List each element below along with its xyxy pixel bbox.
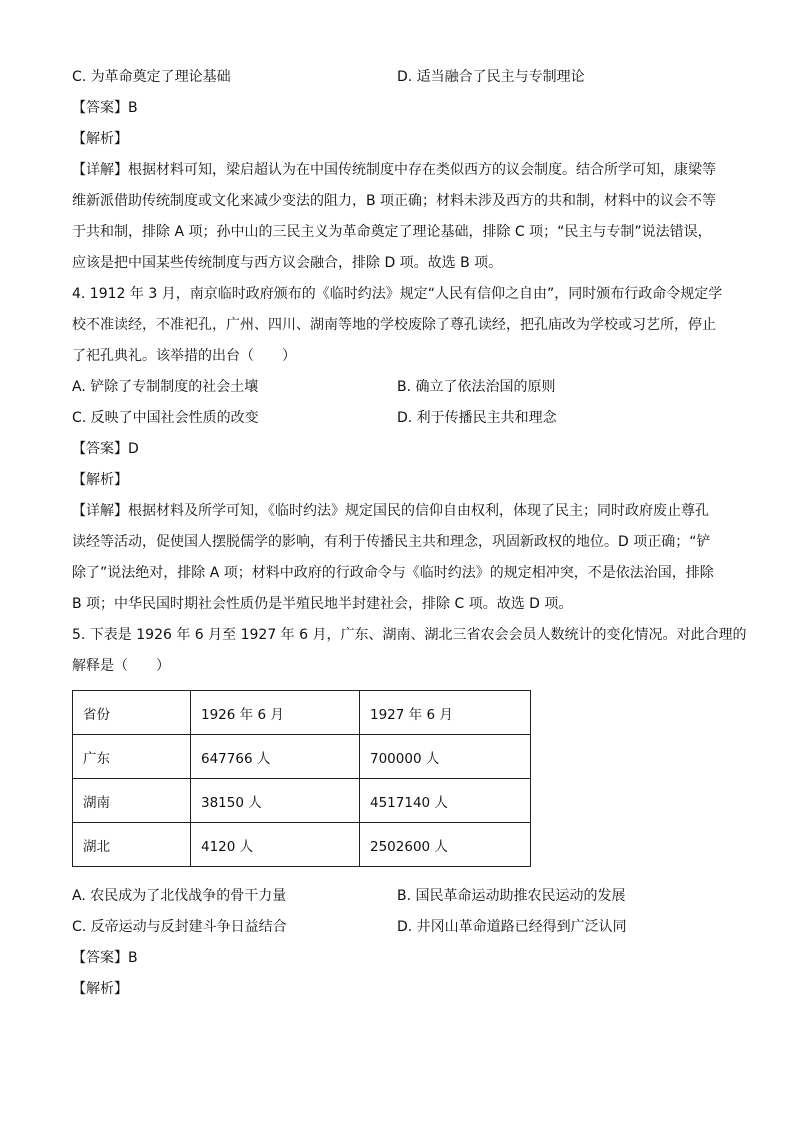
q5-stem-line: 5. 下表是 1926 年 6 月至 1927 年 6 月，广东、湖南、湖北三省农会会员人数统计的变化情况。对此合理的 (72, 627, 747, 643)
q3-analysis-label: 【解析】 (72, 131, 128, 147)
q4-options-cd (72, 403, 722, 434)
table-cell: 湖北 (73, 823, 191, 867)
q5-option-a: A. 农民成为了北伐战争的骨干力量 (72, 888, 287, 904)
table-header-cell: 省份 (73, 691, 191, 735)
table-cell: 4120 人 (191, 823, 360, 867)
q4-option-b: B. 确立了依法治国的原则 (397, 379, 556, 395)
q5-stem-line: 解释是（ ） (72, 658, 170, 674)
q3-option-c: C. 为革命奠定了理论基础 (72, 69, 231, 85)
q4-stem (72, 279, 722, 372)
document-page (72, 62, 747, 1005)
q4-stem-line: 了祀孔典礼。该举措的出台（ ） (72, 348, 296, 364)
table-cell: 广东 (73, 735, 191, 779)
q5-options-cd (72, 912, 722, 943)
q3-option-d: D. 适当融合了民主与专制理论 (397, 69, 585, 85)
q5-option-b: B. 国民革命运动助推农民运动的发展 (397, 888, 626, 904)
q4-detail-line: 除了”说法绝对，排除 A 项；材料中政府的行政命令与《临时约法》的规定相冲突，不是依法治国，排除 (72, 565, 714, 581)
table-cell: 湖南 (73, 779, 191, 823)
q5-options-ab (72, 881, 722, 912)
q5-stem (72, 620, 747, 682)
q3-options-cd (72, 62, 722, 93)
q4-detail-line: B 项；中华民国时期社会性质仍是半殖民地半封建社会，排除 C 项。故选 D 项。 (72, 596, 573, 612)
q4-option-a: A. 铲除了专制制度的社会土壤 (72, 379, 259, 395)
table-row (73, 779, 531, 823)
q5-analysis-label: 【解析】 (72, 981, 128, 997)
table-cell: 700000 人 (360, 735, 531, 779)
q5-answer: 【答案】B (72, 950, 138, 966)
q3-detail (72, 155, 722, 279)
q3-answer: 【答案】B (72, 100, 138, 116)
q4-option-d: D. 利于传播民主共和理念 (397, 410, 557, 426)
q4-answer: 【答案】D (72, 441, 139, 457)
table-header-cell: 1926 年 6 月 (191, 691, 360, 735)
q3-detail-line: 于共和制，排除 A 项；孙中山的三民主义为革命奠定了理论基础，排除 C 项；“民主与专制”说法错误， (72, 224, 712, 240)
q5-option-c: C. 反帝运动与反封建斗争日益结合 (72, 919, 287, 935)
q4-options-ab (72, 372, 722, 403)
q3-detail-line: 【详解】根据材料可知，梁启超认为在中国传统制度中存在类似西方的议会制度。结合所学可知，康梁等 (72, 162, 716, 178)
q4-analysis-label: 【解析】 (72, 472, 128, 488)
table-row (73, 823, 531, 867)
q3-detail-line: 维新派借助传统制度或文化来减少变法的阻力，B 项正确；材料未涉及西方的共和制，材料中的议会不等 (72, 193, 717, 209)
table-cell: 2502600 人 (360, 823, 531, 867)
q4-option-c: C. 反映了中国社会性质的改变 (72, 410, 259, 426)
q3-detail-line: 应该是把中国某些传统制度与西方议会融合，排除 D 项。故选 B 项。 (72, 255, 503, 271)
membership-table (72, 690, 531, 867)
table-cell: 4517140 人 (360, 779, 531, 823)
q4-stem-line: 校不准读经，不准祀孔，广州、四川、湖南等地的学校废除了尊孔读经，把孔庙改为学校或习艺所，停止 (72, 317, 716, 333)
q4-detail-line: 读经等活动，促使国人摆脱儒学的影响，有利于传播民主共和理念，巩固新政权的地位。D 项正确；“铲 (72, 534, 711, 550)
table-row (73, 735, 531, 779)
table-cell: 647766 人 (191, 735, 360, 779)
table-header-cell: 1927 年 6 月 (360, 691, 531, 735)
q5-option-d: D. 井冈山革命道路已经得到广泛认同 (397, 919, 627, 935)
q4-stem-line: 4. 1912 年 3 月，南京临时政府颁布的《临时约法》规定“人民有信仰之自由”，同时颁布行政命令规定学 (72, 286, 723, 302)
table-header-row (73, 691, 531, 735)
q4-detail-line: 【详解】根据材料及所学可知，《临时约法》规定国民的信仰自由权利，体现了民主；同时政府废止尊孔 (72, 503, 709, 519)
q4-detail (72, 496, 722, 620)
table-cell: 38150 人 (191, 779, 360, 823)
